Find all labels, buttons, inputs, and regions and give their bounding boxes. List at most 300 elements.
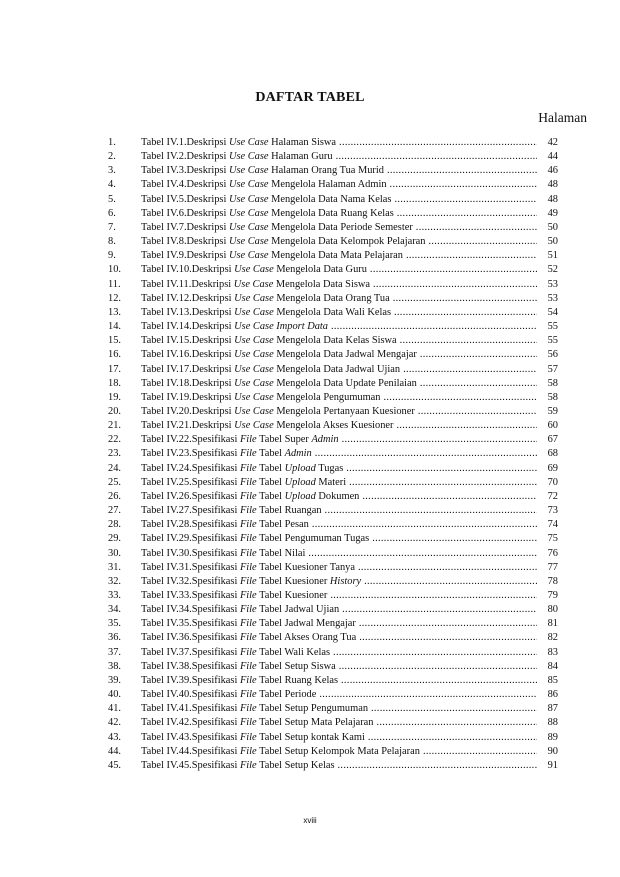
entry-title-pre: Tabel IV.37.Spesifikasi xyxy=(141,646,240,658)
entry-title-pre: Tabel IV.4.Deskripsi xyxy=(141,179,229,191)
entry-title xyxy=(141,603,339,617)
entry-title xyxy=(141,646,330,660)
entry-title-em: File xyxy=(239,490,257,502)
entry-title xyxy=(141,674,338,688)
entry-title-post: Tabel Pengumuman Tugas xyxy=(256,533,370,545)
entry-page: 48 xyxy=(547,193,558,205)
entry-title-pre: Tabel IV.36.Spesifikasi xyxy=(141,632,240,644)
entry-number: 25. xyxy=(108,476,121,488)
entry-page: 85 xyxy=(547,674,558,686)
entry-title-post: Halaman Siswa xyxy=(268,137,337,148)
toc-entry xyxy=(108,150,558,164)
dot-leader xyxy=(341,674,537,688)
entry-title-post: Mengelola Akses Kuesioner xyxy=(273,420,394,432)
entry-title xyxy=(141,221,413,235)
entry-number: 36. xyxy=(108,632,121,644)
toc-entry xyxy=(108,490,558,504)
entry-page: 59 xyxy=(547,405,558,417)
entry-number: 32. xyxy=(108,575,121,587)
entry-title-post: Mengelola Data Jadwal Mengajar xyxy=(273,349,417,361)
entry-page: 57 xyxy=(547,363,558,375)
entry-number: 23. xyxy=(108,448,121,460)
entry-title xyxy=(141,207,394,221)
entry-title-em2: Upload xyxy=(284,490,316,502)
entry-page: 87 xyxy=(547,703,558,715)
entry-number: 22. xyxy=(108,434,121,446)
entry-number: 28. xyxy=(108,519,121,531)
entry-title-pre: Tabel IV.42.Spesifikasi xyxy=(141,717,240,729)
entry-title-em: Use Case xyxy=(234,306,274,318)
entry-title-post: Halaman Orang Tua Murid xyxy=(268,165,384,177)
dot-leader xyxy=(394,193,537,207)
entry-page: 58 xyxy=(547,391,558,403)
entry-title-pre: Tabel IV.10.Deskripsi xyxy=(141,264,235,276)
entry-number: 9. xyxy=(108,250,116,262)
entry-title-pre: Tabel IV.7.Deskripsi xyxy=(141,221,229,233)
entry-page: 49 xyxy=(547,207,558,219)
page-number-footer: xviii xyxy=(303,816,317,825)
entry-title-pre: Tabel IV.29.Spesifikasi xyxy=(141,533,240,545)
entry-title-pre: Tabel IV.45.Spesifikasi xyxy=(141,759,240,771)
dot-leader xyxy=(400,334,537,348)
entry-title-pre: Tabel IV.9.Deskripsi xyxy=(141,250,229,262)
toc-entry xyxy=(108,561,558,575)
dot-leader xyxy=(319,688,537,702)
toc-entry xyxy=(108,164,558,178)
dot-leader xyxy=(346,462,537,476)
entry-title xyxy=(141,759,335,773)
entry-title-pre: Tabel IV.15.Deskripsi xyxy=(141,335,235,347)
dot-leader xyxy=(373,278,537,292)
entry-page: 77 xyxy=(547,561,558,573)
entry-title-em: Use Case xyxy=(233,278,274,290)
entry-title-em: Use Case xyxy=(228,193,269,205)
entry-title-em: File xyxy=(239,476,257,488)
entry-title-pre: Tabel IV.13.Deskripsi xyxy=(141,306,235,318)
entry-title xyxy=(141,490,359,504)
dot-leader xyxy=(331,320,537,334)
entry-title xyxy=(141,164,384,178)
entry-number: 20. xyxy=(108,405,121,417)
dot-leader xyxy=(403,363,537,377)
entry-title xyxy=(141,320,328,334)
entry-title-em2: History xyxy=(329,575,362,587)
entry-page: 56 xyxy=(547,349,558,361)
entry-page: 78 xyxy=(547,575,558,587)
table-of-contents xyxy=(108,136,558,773)
entry-title-pre: Tabel IV.6.Deskripsi xyxy=(141,207,229,219)
entry-title-post: Tabel Setup Siswa xyxy=(256,660,336,672)
dot-leader xyxy=(358,561,537,575)
dot-leader xyxy=(420,377,537,391)
entry-title-post: Halaman Guru xyxy=(268,151,333,163)
entry-title-post: Mengelola Data Kelompok Pelajaran xyxy=(268,236,426,248)
toc-entry xyxy=(108,391,558,405)
entry-title-post: Mengelola Data Wali Kelas xyxy=(273,306,391,318)
entry-title-em: File xyxy=(239,745,257,757)
entry-number: 42. xyxy=(108,717,121,729)
dot-leader xyxy=(336,150,537,164)
entry-number: 5. xyxy=(108,193,116,205)
dot-leader xyxy=(423,745,537,759)
dot-leader xyxy=(339,660,537,674)
entry-title-em: File xyxy=(239,575,257,587)
entry-page: 44 xyxy=(547,151,558,163)
entry-title xyxy=(141,334,397,348)
entry-title-post: Mengelola Data Nama Kelas xyxy=(268,193,392,205)
toc-entry xyxy=(108,660,558,674)
entry-title-post: Tabel Kuesioner xyxy=(256,575,330,587)
entry-title xyxy=(141,575,361,589)
entry-page: 60 xyxy=(547,420,558,432)
entry-number: 2. xyxy=(108,151,116,163)
entry-title xyxy=(141,660,336,674)
entry-title-em: File xyxy=(239,717,257,729)
toc-entry xyxy=(108,221,558,235)
dot-leader xyxy=(362,490,537,504)
entry-title-em: Use Case xyxy=(228,137,269,148)
entry-title xyxy=(141,419,393,433)
entry-number: 35. xyxy=(108,618,121,630)
entry-number: 4. xyxy=(108,179,116,191)
toc-entry xyxy=(108,235,558,249)
toc-entry xyxy=(108,278,558,292)
entry-title-em: File xyxy=(239,703,257,715)
entry-title-post: Mengelola Data Periode Semester xyxy=(268,221,413,233)
entry-title xyxy=(141,433,339,447)
entry-number: 27. xyxy=(108,505,121,517)
entry-title xyxy=(141,391,381,405)
toc-entry xyxy=(108,405,558,419)
entry-number: 40. xyxy=(108,689,121,701)
entry-title xyxy=(141,462,343,476)
entry-title-post: Mengelola Data Update Penilaian xyxy=(273,377,417,389)
entry-page: 54 xyxy=(547,306,558,318)
toc-entry xyxy=(108,348,558,362)
entry-title-pre: Tabel IV.22.Spesifikasi xyxy=(141,434,240,446)
toc-entry xyxy=(108,433,558,447)
entry-title-em: Use Case xyxy=(234,264,274,276)
toc-entry xyxy=(108,193,558,207)
entry-title xyxy=(141,589,327,603)
entry-title-pre: Tabel IV.43.Spesifikasi xyxy=(141,731,240,743)
dot-leader xyxy=(338,759,537,773)
dot-leader xyxy=(368,731,537,745)
entry-page: 48 xyxy=(547,179,558,191)
entry-page: 46 xyxy=(547,165,558,177)
entry-title-em: Use Case xyxy=(234,405,274,417)
dot-leader xyxy=(359,631,537,645)
entry-title-post: Tabel Nilai xyxy=(256,547,306,559)
entry-title-em: Use Case xyxy=(228,207,269,219)
toc-entry xyxy=(108,631,558,645)
entry-number: 41. xyxy=(108,703,121,715)
toc-entry xyxy=(108,504,558,518)
entry-page: 52 xyxy=(547,264,558,276)
entry-title xyxy=(141,348,417,362)
entry-page: 51 xyxy=(547,250,558,262)
dot-leader xyxy=(372,532,537,546)
dot-leader xyxy=(376,716,537,730)
toc-entry xyxy=(108,603,558,617)
entry-page: 84 xyxy=(547,660,558,672)
entry-title-em: File xyxy=(239,590,257,601)
entry-number: 10. xyxy=(108,264,121,276)
dot-leader xyxy=(406,249,537,263)
entry-title-em: Use Case xyxy=(234,377,274,389)
entry-title-pre: Tabel IV.33.Spesifikasi xyxy=(141,590,240,601)
entry-number: 39. xyxy=(108,674,121,686)
entry-title-pre: Tabel IV.38.Spesifikasi xyxy=(141,660,240,672)
entry-title-pre: Tabel IV.5.Deskripsi xyxy=(141,193,229,205)
entry-title-em: Use Case xyxy=(228,151,269,163)
entry-title-pre: Tabel IV.1.Deskripsi xyxy=(141,137,229,148)
entry-title-post: Tabel Kuesioner xyxy=(256,590,328,601)
entry-title-em: Use Case xyxy=(234,363,274,375)
entry-title-pre: Tabel IV.24.Spesifikasi xyxy=(141,462,240,474)
toc-entry xyxy=(108,759,558,773)
dot-leader xyxy=(387,164,537,178)
toc-entry xyxy=(108,617,558,631)
entry-number: 7. xyxy=(108,221,116,233)
dot-leader xyxy=(393,292,537,306)
dot-leader xyxy=(428,235,537,249)
entry-title xyxy=(141,617,356,631)
entry-title-post: Mengelola Data Mata Pelajaran xyxy=(268,250,403,262)
entry-page: 82 xyxy=(547,632,558,644)
entry-title-em: Use Case xyxy=(234,292,274,304)
entry-number: 31. xyxy=(108,561,121,573)
entry-number: 37. xyxy=(108,646,121,658)
dot-leader xyxy=(384,391,538,405)
toc-entry xyxy=(108,136,558,150)
entry-title-post: Mengelola Data Guru xyxy=(273,264,367,276)
entry-title-post: Tabel xyxy=(256,448,285,460)
entry-number: 8. xyxy=(108,236,116,248)
entry-title-post2: Dokumen xyxy=(315,490,360,502)
dot-leader xyxy=(339,136,537,150)
entry-title-em: File xyxy=(239,618,257,630)
entry-title-em: Use Case xyxy=(234,420,274,432)
entry-page: 75 xyxy=(547,533,558,545)
entry-title-pre: Tabel IV.31.Spesifikasi xyxy=(141,561,240,573)
toc-entry xyxy=(108,589,558,603)
entry-title-em: File xyxy=(239,462,257,474)
entry-title-pre: Tabel IV.14.Deskripsi xyxy=(141,321,235,333)
entry-number: 17. xyxy=(108,363,121,375)
dot-leader xyxy=(418,405,537,419)
entry-page: 42 xyxy=(547,137,558,148)
toc-entry xyxy=(108,292,558,306)
entry-title xyxy=(141,731,365,745)
entry-title-pre: Tabel IV.32.Spesifikasi xyxy=(141,575,240,587)
entry-page: 55 xyxy=(547,335,558,347)
entry-title xyxy=(141,249,403,263)
entry-number: 12. xyxy=(108,292,121,304)
entry-title-post: Tabel Jadwal Mengajar xyxy=(256,618,356,630)
entry-number: 33. xyxy=(108,590,121,601)
entry-page: 89 xyxy=(547,731,558,743)
dot-leader xyxy=(396,419,537,433)
entry-title-em: File xyxy=(239,561,257,573)
entry-title-pre: Tabel IV.30.Spesifikasi xyxy=(141,547,240,559)
entry-number: 34. xyxy=(108,604,121,616)
entry-title-pre: Tabel IV.21.Deskripsi xyxy=(141,420,235,432)
entry-page: 74 xyxy=(547,519,558,531)
entry-title-pre: Tabel IV.34.Spesifikasi xyxy=(141,604,240,616)
entry-title-post: Tabel Setup Kelas xyxy=(256,759,335,771)
entry-page: 81 xyxy=(547,618,558,630)
dot-leader xyxy=(394,306,537,320)
entry-title-em2: Admin xyxy=(284,448,312,460)
entry-title xyxy=(141,235,425,249)
entry-title-post: Tabel Setup kontak Kami xyxy=(256,731,365,743)
entry-number: 6. xyxy=(108,207,116,219)
entry-title-em: File xyxy=(239,674,257,686)
entry-title xyxy=(141,278,370,292)
entry-title-pre: Tabel IV.27.Spesifikasi xyxy=(141,505,240,517)
entry-title xyxy=(141,716,373,730)
entry-title-post: Mengelola Pertanyaan Kuesioner xyxy=(273,405,415,417)
entry-title-em: File xyxy=(239,505,257,517)
entry-page: 83 xyxy=(547,646,558,658)
entry-title xyxy=(141,745,420,759)
entry-number: 18. xyxy=(108,377,121,389)
entry-page: 88 xyxy=(547,717,558,729)
toc-entry xyxy=(108,334,558,348)
dot-leader xyxy=(359,617,537,631)
entry-page: 72 xyxy=(547,490,558,502)
entry-title-em: Use Case xyxy=(234,335,274,347)
entry-number: 3. xyxy=(108,165,116,177)
halaman-label: Halaman xyxy=(538,110,587,125)
entry-title xyxy=(141,702,368,716)
entry-title-post: Tabel Ruangan xyxy=(256,505,322,517)
entry-title-em: File xyxy=(239,434,257,446)
entry-page: 67 xyxy=(547,434,558,446)
entry-title-em: File xyxy=(239,646,257,658)
entry-title-post2: Tugas xyxy=(315,462,344,474)
toc-entry xyxy=(108,688,558,702)
entry-title-em: Use Case xyxy=(228,236,269,248)
entry-page: 91 xyxy=(547,759,558,771)
entry-title-pre: Tabel IV.25.Spesifikasi xyxy=(141,476,240,488)
entry-page: 76 xyxy=(547,547,558,559)
toc-entry xyxy=(108,377,558,391)
entry-page: 80 xyxy=(547,604,558,616)
toc-entry xyxy=(108,419,558,433)
entry-title-post: Mengelola Data Jadwal Ujian xyxy=(273,363,401,375)
entry-title-pre: Tabel IV.39.Spesifikasi xyxy=(141,674,240,686)
entry-title-em: File xyxy=(239,632,257,644)
entry-title xyxy=(141,447,312,461)
entry-title-pre: Tabel IV.11.Deskripsi xyxy=(141,278,234,290)
entry-title xyxy=(141,547,305,561)
toc-entry xyxy=(108,263,558,277)
toc-entry xyxy=(108,306,558,320)
entry-title-post: Tabel Jadwal Ujian xyxy=(256,604,340,616)
entry-page: 53 xyxy=(547,292,558,304)
entry-title-post: Mengelola Data Ruang Kelas xyxy=(268,207,394,219)
toc-entry xyxy=(108,674,558,688)
entry-title-em: Use Case xyxy=(228,221,269,233)
entry-title xyxy=(141,518,309,532)
entry-title-post: Tabel Kuesioner Tanya xyxy=(256,561,355,573)
entry-title-pre: Tabel IV.23.Spesifikasi xyxy=(141,448,240,460)
dot-leader xyxy=(315,447,537,461)
page-title: DAFTAR TABEL xyxy=(255,90,365,105)
entry-title xyxy=(141,263,367,277)
entry-title-pre: Tabel IV.3.Deskripsi xyxy=(141,165,229,177)
dot-leader xyxy=(397,207,537,221)
entry-title-pre: Tabel IV.17.Deskripsi xyxy=(141,363,235,375)
entry-title-pre: Tabel IV.2.Deskripsi xyxy=(141,151,229,163)
dot-leader xyxy=(416,221,537,235)
entry-title-em2: Upload xyxy=(284,476,316,488)
entry-page: 50 xyxy=(547,236,558,248)
dot-leader xyxy=(312,518,537,532)
entry-title-em: File xyxy=(239,448,257,460)
entry-page: 79 xyxy=(547,590,558,601)
entry-number: 30. xyxy=(108,547,121,559)
entry-page: 50 xyxy=(547,221,558,233)
entry-title xyxy=(141,292,390,306)
entry-title-pre: Tabel IV.18.Deskripsi xyxy=(141,377,235,389)
entry-title-post: Mengelola Pengumuman xyxy=(273,391,381,403)
entry-page: 53 xyxy=(547,278,558,290)
entry-page: 73 xyxy=(547,505,558,517)
entry-number: 19. xyxy=(108,391,121,403)
entry-page: 70 xyxy=(547,476,558,488)
toc-entry xyxy=(108,731,558,745)
dot-leader xyxy=(370,263,537,277)
toc-entry xyxy=(108,745,558,759)
entry-title xyxy=(141,150,333,164)
entry-page: 90 xyxy=(547,745,558,757)
entry-title-post: Mengelola Data Orang Tua xyxy=(273,292,390,304)
entry-title xyxy=(141,377,417,391)
entry-number: 15. xyxy=(108,335,121,347)
entry-page: 55 xyxy=(547,321,558,333)
entry-number: 38. xyxy=(108,660,121,672)
dot-leader xyxy=(390,178,537,192)
entry-number: 44. xyxy=(108,745,121,757)
entry-title-em: File xyxy=(239,519,257,531)
entry-number: 1. xyxy=(108,137,116,148)
entry-title-em: Use Case xyxy=(228,179,269,191)
entry-title-post: Tabel Setup Kelompok Mata Pelajaran xyxy=(256,745,420,757)
entry-number: 13. xyxy=(108,306,121,318)
toc-entry xyxy=(108,702,558,716)
entry-title-em: File xyxy=(239,660,257,672)
dot-leader xyxy=(342,603,537,617)
entry-title-em2: Upload xyxy=(284,462,316,474)
entry-title-post: Tabel Setup Pengumuman xyxy=(256,703,369,715)
entry-page: 58 xyxy=(547,377,558,389)
entry-title xyxy=(141,532,369,546)
entry-title xyxy=(141,306,391,320)
toc-entry xyxy=(108,518,558,532)
toc-entry xyxy=(108,363,558,377)
entry-title-em: File xyxy=(239,547,257,559)
toc-entry xyxy=(108,575,558,589)
entry-title-post: Tabel Super xyxy=(256,434,312,446)
entry-title-pre: Tabel IV.26.Spesifikasi xyxy=(141,490,240,502)
entry-title-post: Tabel Akses Orang Tua xyxy=(256,632,357,644)
dot-leader xyxy=(330,589,537,603)
entry-title-pre: Tabel IV.35.Spesifikasi xyxy=(141,618,240,630)
dot-leader xyxy=(342,433,537,447)
